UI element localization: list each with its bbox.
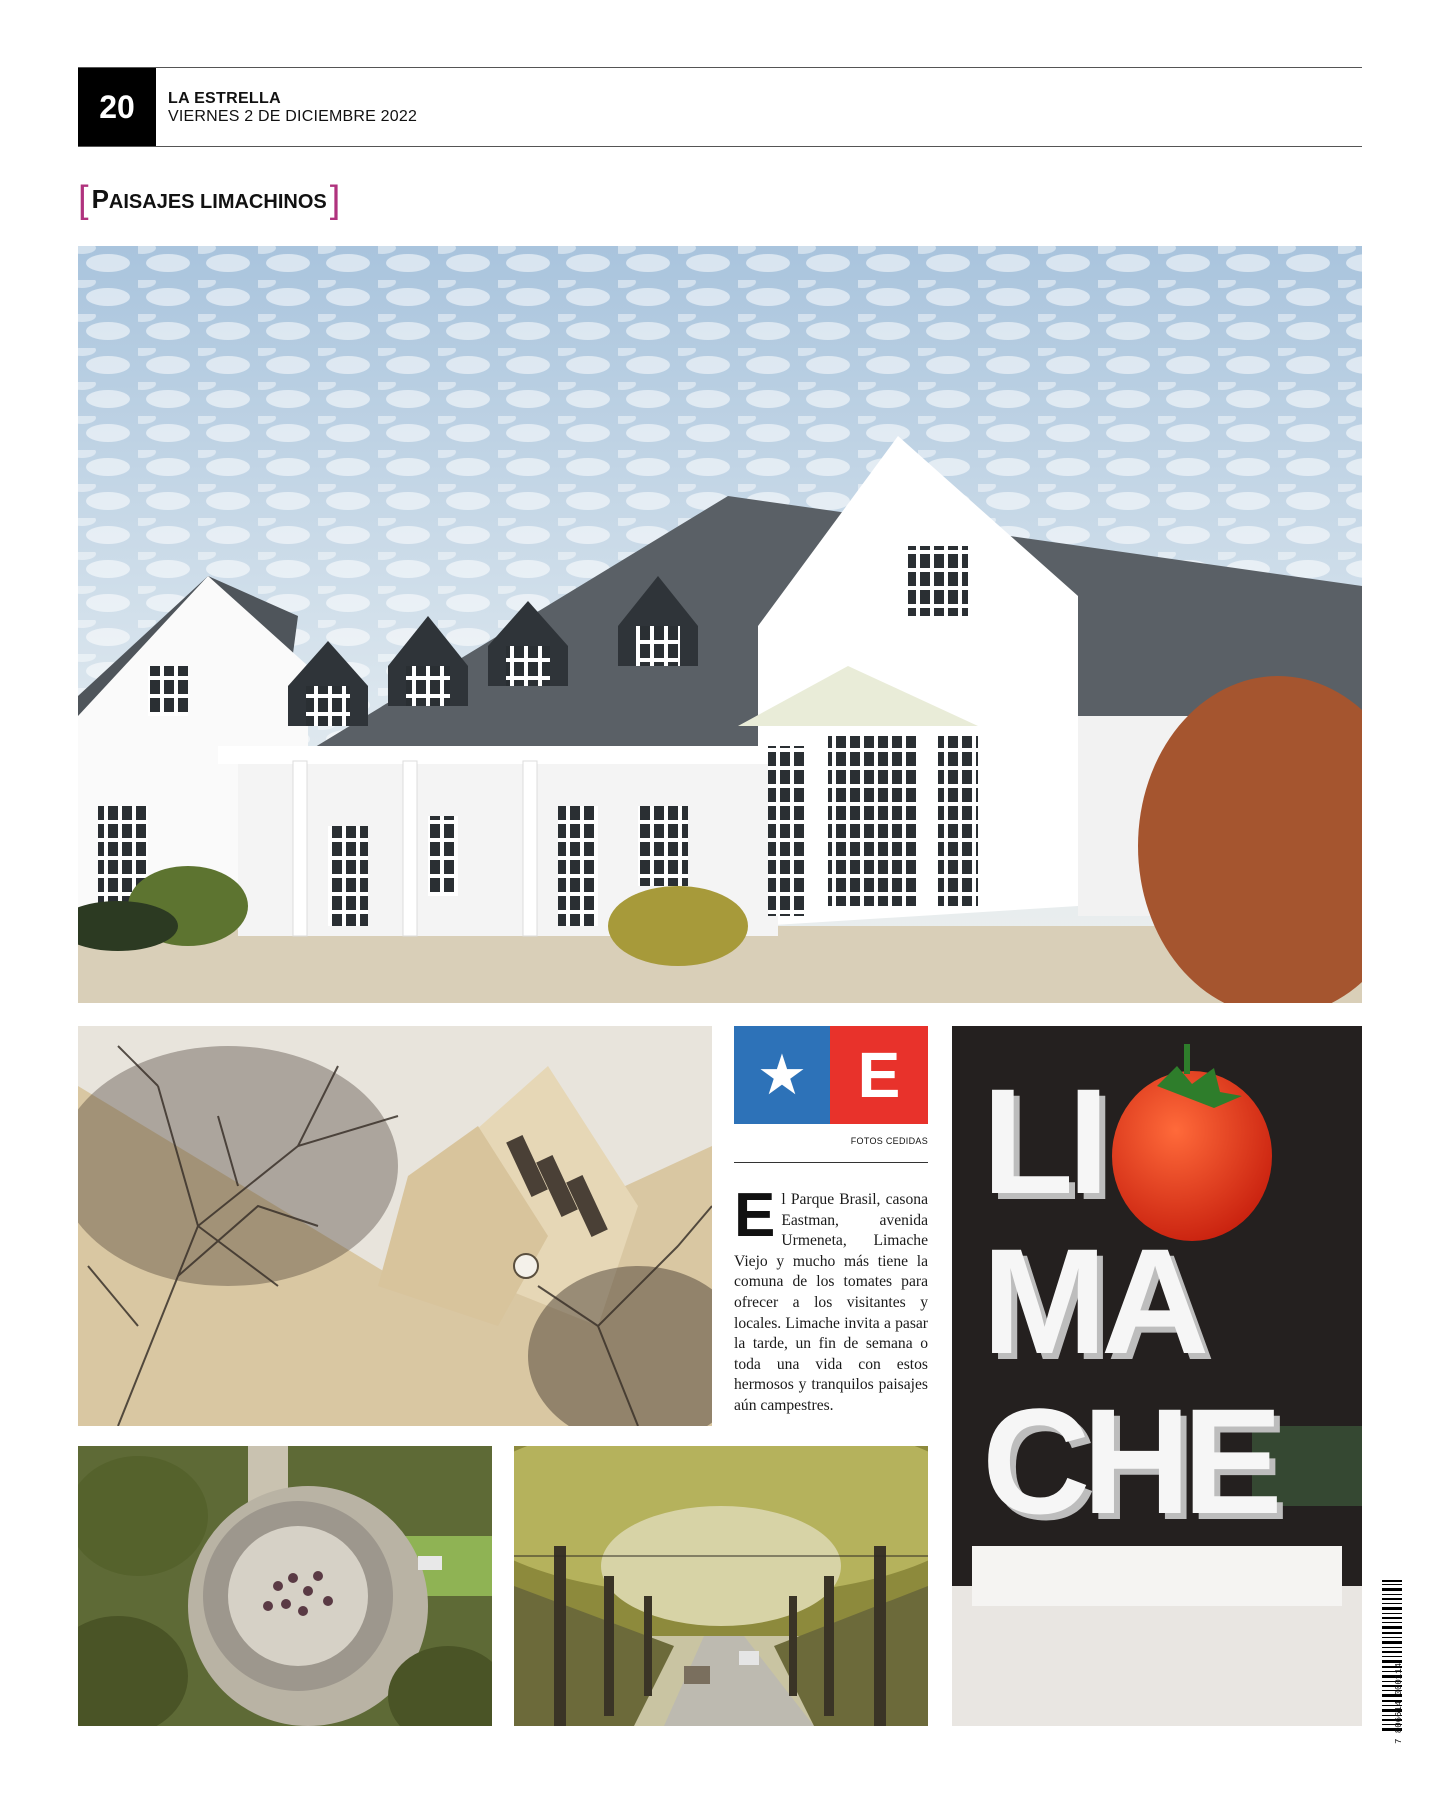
sign-row-3: CHE (982, 1377, 1275, 1545)
photo-tree-avenue (514, 1446, 928, 1726)
star-icon: ★ (756, 1043, 808, 1106)
barcode (1380, 1576, 1410, 1746)
credit-rule (734, 1162, 928, 1163)
header-top-rule (78, 67, 1362, 68)
sign-row-2: MA (982, 1217, 1204, 1385)
section-title-text: PAISAJES LIMACHINOS (91, 184, 327, 214)
section-bracket-open: [ (78, 178, 89, 221)
photo-credit: FOTOS CEDIDAS (850, 1136, 928, 1146)
header-bottom-rule (78, 146, 1362, 147)
publication-name: LA ESTRELLA (168, 90, 281, 107)
logo-star-block (734, 1026, 830, 1124)
publication-date: VIERNES 2 DE DICIEMBRE 2022 (168, 108, 418, 125)
logo-letter-block: E (830, 1026, 928, 1124)
article-dropcap: E (734, 1181, 776, 1250)
section-title (78, 178, 341, 221)
photo-limache-sign (952, 1026, 1362, 1726)
article-body (734, 1181, 928, 1417)
photo-aerial-plaza (78, 1446, 492, 1726)
article-text: l Parque Brasil, casona Eastman, avenida Urmeneta, Limache Viejo y mucho más tiene la comuna de los tomates para ofrecer a los visitantes y locales. Limache invita a pasar la tarde, un fin de semana o toda una vida con estos hermosos y tranquilos paisajes aún campestres. (734, 1191, 928, 1414)
sign-row-1: LI (982, 1057, 1104, 1225)
section-bracket-close: ] (329, 178, 341, 221)
photo-casona-eastman (78, 246, 1362, 1003)
page-number: 20 (78, 68, 156, 146)
barcode-number: 7 806614 000114 (1394, 1662, 1404, 1744)
photo-tower-trees (78, 1026, 712, 1426)
